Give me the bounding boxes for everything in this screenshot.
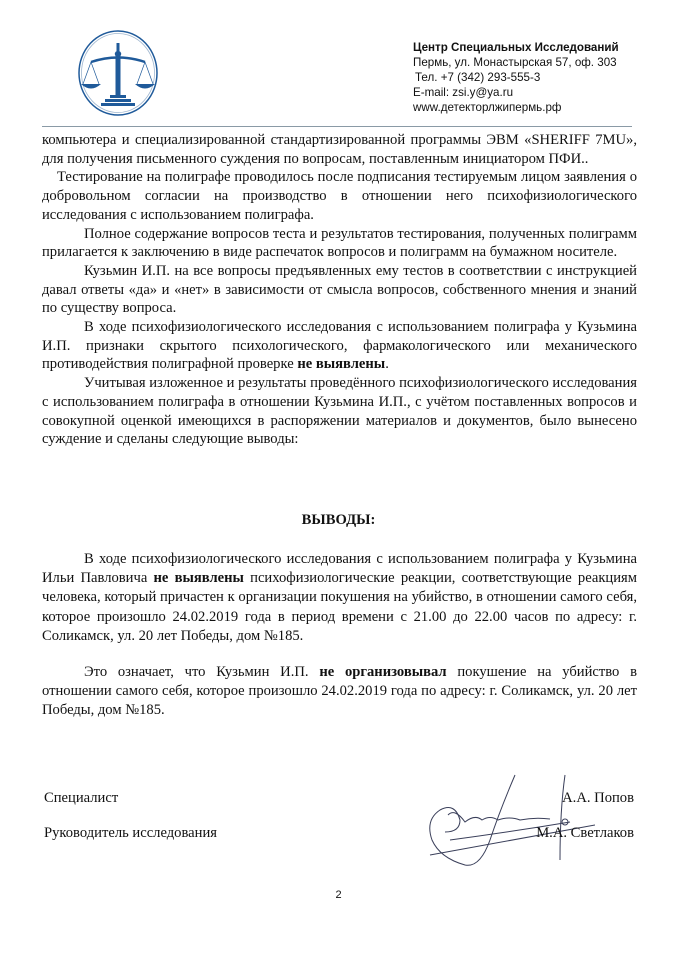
research-head-name: М.А. Светлаков [536, 825, 634, 841]
emphasis: не выявлены [297, 356, 386, 373]
header-divider [42, 126, 632, 127]
research-head-label: Руководитель исследования [44, 825, 217, 841]
org-phone: Тел. +7 (342) 293-555-3 [415, 71, 541, 84]
conclusion-paragraph [42, 550, 637, 646]
paragraph: Кузьмин И.П. на все вопросы предъявленных ему тестов в соответствии с инструкцией давал ответы «да» и «нет» в зависимости от смысла вопросов, собственного мнения и знаний по существу вопроса. [42, 262, 637, 317]
page-number: 2 [335, 889, 342, 901]
text: В ходе психофизиологического исследования с использованием полиграфа у Кузьмина И.П. признаки скрытого психологического, фармакологического или механического противодействия полиграфной проверке [42, 319, 637, 373]
paragraph [42, 318, 637, 374]
emphasis: не организовывал [319, 664, 447, 681]
specialist-name: А.А. Попов [562, 790, 634, 806]
text: В ходе психофизиологического исследования с использованием полиграфа у Кузьмина Ильи Павловича [42, 551, 637, 587]
organization-contact-block [413, 40, 619, 115]
document-body [42, 131, 637, 449]
handwritten-signature [420, 770, 595, 870]
org-name: Центр Специальных Исследований [413, 41, 619, 54]
emphasis: не выявлены [153, 570, 244, 587]
org-website: www.детекторлжипермь.рф [413, 101, 562, 114]
conclusions [42, 550, 637, 738]
paragraph: Учитывая изложенное и результаты проведённого психофизиологического исследования с использованием полиграфа в отношении Кузьмина И.П., с учётом поставленных вопросов и совокупной оценкой имеющихся в распоряжении материалов и документов, было вынесено суждение и сделаны следующие выводы: [42, 375, 637, 448]
text: . [385, 356, 389, 373]
scales-of-justice-logo [77, 29, 159, 117]
paragraph: компьютера и специализированной стандартизированной программы ЭВМ «SHERIFF 7MU», для получения письменного суждения по вопросам, поставленным инициатором ПФИ.. [42, 132, 637, 167]
text: психофизиологические реакции, соответствующие реакциям человека, который причастен к организации покушения на убийство, в отношении самого себя, которое произошло 24.02.2019 года в период времени с 21.00 до 22.00 часов по адресу: г. Соликамск, ул. 20 лет Победы, дом №185. [42, 570, 637, 644]
org-email: E-mail: zsi.y@ya.ru [413, 86, 514, 99]
paragraph: Тестирование на полиграфе проводилось после подписания тестируемым лицом заявления о добровольном согласии на производство в отношении него психофизиологического исследования с использованием полиграфа. [42, 169, 637, 223]
conclusions-heading: ВЫВОДЫ: [301, 512, 376, 528]
text: Это означает, что Кузьмин И.П. [84, 664, 320, 681]
paragraph: Полное содержание вопросов теста и результатов тестирования, полученных полиграмм прилагается к заключению в виде распечаток вопросов и полиграмм на бумажном носителе. [42, 225, 637, 261]
specialist-label: Специалист [44, 790, 119, 806]
org-address: Пермь, ул. Монастырская 57, оф. 303 [413, 56, 617, 69]
conclusion-paragraph [42, 663, 637, 721]
text: покушение на убийство в отношении самого себя, которое произошло 24.02.2019 года по адресу: г. Соликамск, ул. 20 лет Победы, дом №185. [42, 664, 637, 719]
